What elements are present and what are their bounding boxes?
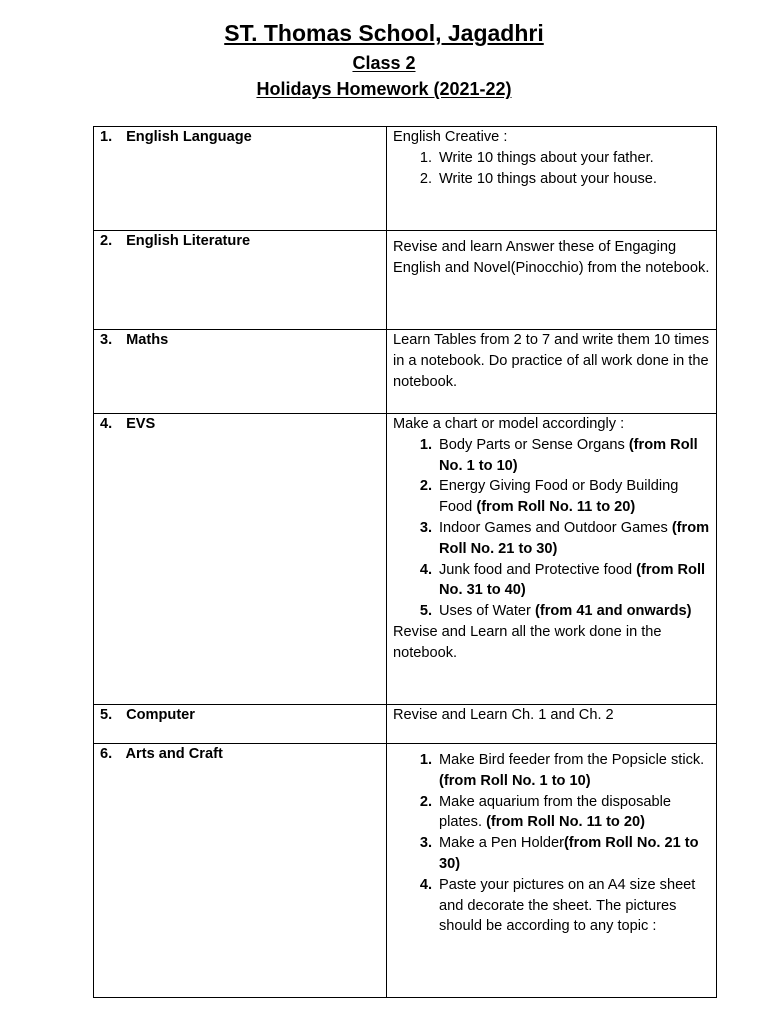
list-item: 1. Write 10 things about your father. xyxy=(419,149,654,166)
task-text: Learn Tables from 2 to 7 and write them 10 times in a notebook. Do practice of all work done in the notebook. xyxy=(393,332,710,390)
list-item: 2. Make aquarium from the disposable plates. (from Roll No. 11 to 20) xyxy=(419,793,671,831)
subject-name: EVS xyxy=(126,416,156,432)
school-name: ST. Thomas School, Jagadhri xyxy=(224,20,544,46)
subject-cell xyxy=(94,705,387,744)
task-cell xyxy=(387,705,717,744)
row-number: 3. xyxy=(100,332,113,348)
subject-name: Computer xyxy=(126,707,195,723)
list-item: 5. Uses of Water (from 41 and onwards) xyxy=(419,603,692,620)
task-intro: Make a chart or model accordingly : xyxy=(393,416,625,432)
homework-title: Holidays Homework (2021-22) xyxy=(256,79,512,99)
list-item: 4. Junk food and Protective food (from Roll No. 31 to 40) xyxy=(419,561,706,599)
list-item: 2. Energy Giving Food or Body Building Food (from Roll No. 11 to 20) xyxy=(419,478,679,516)
subject-cell xyxy=(94,744,387,998)
table-row xyxy=(94,231,717,330)
task-cell xyxy=(387,330,717,414)
table-row xyxy=(94,414,717,705)
task-cell xyxy=(387,231,717,330)
row-number: 4. xyxy=(100,416,113,432)
table-row xyxy=(94,705,717,744)
list-item: 4. Paste your pictures on an A4 size sheet and decorate the sheet. The pictures should be according to any topic : xyxy=(419,876,696,935)
task-cell xyxy=(387,414,717,705)
subject-cell xyxy=(94,330,387,414)
task-text: Revise and learn Answer these of Engaging English and Novel(Pinocchio) from the notebook. xyxy=(393,239,710,276)
subject-cell xyxy=(94,231,387,330)
table-row xyxy=(94,127,717,231)
class-heading: Class 2 xyxy=(352,53,416,73)
subject-name: English Literature xyxy=(126,233,251,249)
task-list xyxy=(393,435,710,622)
list-item: 1. Body Parts or Sense Organs (from Roll No. 1 to 10) xyxy=(419,436,698,474)
row-number: 2. xyxy=(100,233,113,249)
subject-cell xyxy=(94,414,387,705)
list-item: 3. Indoor Games and Outdoor Games (from Roll No. 21 to 30) xyxy=(419,519,710,557)
homework-table xyxy=(93,126,717,998)
table-row xyxy=(94,744,717,998)
subject-name: English Language xyxy=(126,129,252,145)
task-cell xyxy=(387,744,717,998)
task-cell xyxy=(387,127,717,231)
task-list xyxy=(393,750,710,937)
subject-name: Arts and Craft xyxy=(125,746,223,762)
row-number: 5. xyxy=(100,707,113,723)
row-number: 1. xyxy=(100,129,113,145)
table-row xyxy=(94,330,717,414)
subject-cell xyxy=(94,127,387,231)
list-item: 3. Make a Pen Holder(from Roll No. 21 to 30) xyxy=(419,835,699,872)
row-number: 6. xyxy=(100,746,113,762)
task-outro: Revise and Learn all the work done in the notebook. xyxy=(393,623,662,661)
task-intro: English Creative : xyxy=(393,129,508,145)
task-list xyxy=(393,148,710,190)
task-text: Revise and Learn Ch. 1 and Ch. 2 xyxy=(393,707,614,723)
list-item: 2. Write 10 things about your house. xyxy=(419,170,657,187)
subject-name: Maths xyxy=(126,332,169,348)
list-item: 1. Make Bird feeder from the Popsicle stick. (from Roll No. 1 to 10) xyxy=(419,752,705,789)
